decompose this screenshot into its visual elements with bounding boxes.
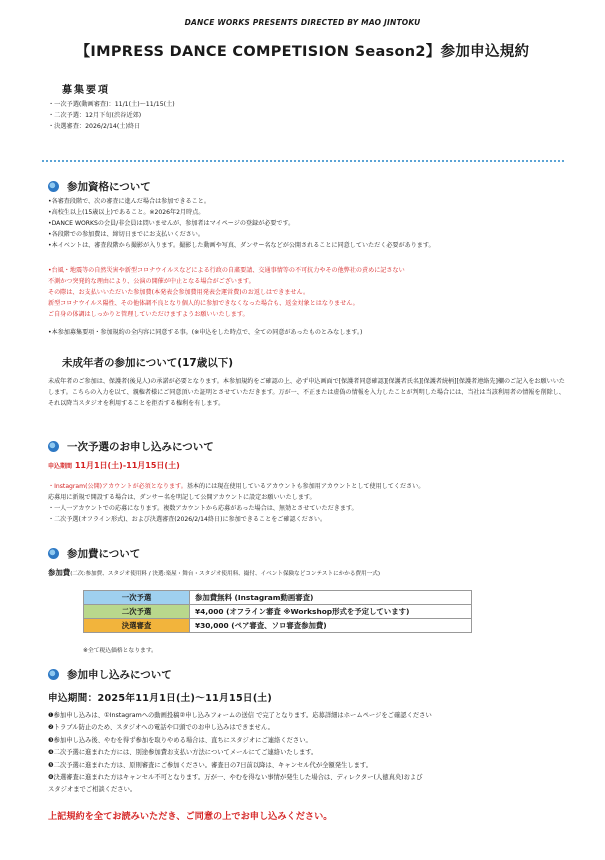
list-item: ❸参加申し込み後、やむを得ず参加を取りやめる場合は、直ちにスタジオにご連絡ください。 [48,736,312,744]
minors-heading: 未成年者の参加について(17歳以下) [62,357,233,369]
bullet-dot-icon [48,669,59,680]
qualifications-list [48,196,568,251]
stage-cell: 二次予選 [84,605,190,619]
recruitment-item: ・一次予選(動画審査)：11/1(土)〜11/15(土) [48,101,175,108]
section-title: 参加費について [67,548,141,560]
first-round-list [48,481,568,525]
bullet-dot-icon [48,441,59,452]
first-round-heading [48,439,214,454]
list-item: ❶参加申し込みは、①Instagramへの動画投稿②申し込みフォームの送信 で完了となります。応募詳細はホームページをご確認ください [48,712,432,719]
list-item: •本イベントは、審査段階から撮影が入ります。撮影した動画や写真、ダンサー名などが公開されることに同意していただく必要があります。 [48,242,435,249]
fee-cell: 参加費無料 (Instagram動画審査) [190,591,472,605]
list-item: ❹二次予選に進まれた方には、別途参加費お支払い方法についてメールにてご連絡いたします。 [48,749,318,757]
consent-line: •本参加募集要項・参加規約の全内容に同意する事。(※申込をした時点で、全ての同意があったものとみなします。) [48,329,363,336]
application-heading [48,667,172,682]
tax-note: ※全て税込価格となります。 [83,648,157,654]
fee-table [83,590,472,633]
fee-label-text: 参加費 [48,568,71,577]
fee-note: (二次:参加費、スタジオ使用料 / 決選:楽屋・舞台・スタジオ使用料、撮付、イベント保険などコンテストにかかる費用一式) [70,571,381,577]
dotted-divider [42,160,564,162]
first-round-period [48,460,180,471]
recruitment-item: ・二次予選：12月下旬(渋谷近郊) [48,112,142,119]
list-item: •DANCE WORKSの会員/非会員は問いませんが、参加者はマイページの登録が必要です。 [48,220,295,227]
list-item: ❷トラブル防止のため、スタジオへの電話や口頭でのお申し込みはできません。 [48,724,274,732]
fees-heading [48,546,140,561]
minors-text-block [48,376,568,409]
stage-cell: 一次予選 [84,591,190,605]
list-item: ・一人一アカウントでの応募になります。複数アカウントから応募があった場合は、無効とさせていただきます。 [48,505,358,512]
bullet-dot-icon [48,181,59,192]
page-title: 【IMPRESS DANCE COMPETISION Season2】参加申込規約 [75,44,530,60]
list-item: •各審査段階で、次の審査に進んだ場合は参加できること。 [48,198,210,205]
bullet-dot-icon [48,548,59,559]
list-item: スタジオまでご相談ください。 [48,786,137,794]
instagram-required: ・Instagram(公開)アカウントが必須となります。 [48,483,187,490]
recruitment-item: ・決選審査：2026/2/14(土)終日 [48,123,141,130]
list-item: 応募用に新規で開設する場合は、ダンサー名を明記して公開アカウントに設定お願いいたします。 [48,494,316,501]
minors-text: 未成年者のご参加は、保護者(後見人)の承諾が必要となります。本参加規約をご確認の上、必ず申込画面で[保護者同意確認][保護者氏名][保護者続柄][保護者連絡先]欄のご記入をお願いいたします。こちらの入力を以て、親権者様にご同意頂いた証明とさせていただきます。万が一、不正または虚偽の情報を入力したことが判明した場合には、当社は当該利用者の情報を削除し、それ以降当スタジオを利用することを拒否する権利を有します。 [48,378,565,407]
period-value: 11月1日(土)-11月15日(土) [74,461,180,470]
section-title: 参加申し込みについて [67,669,172,681]
presenter-kicker: DANCE WORKS PRESENTS DIRECTED BY MAO JINTOKU [184,18,421,27]
list-item: •各段階での参加費は、締切日までにお支払いください。 [48,231,204,238]
application-period: 申込期間：2025年11月1日(土)〜11月15日(土) [48,693,273,704]
list-item: ❺二次予選に進まれた方は、原則審査にご参加ください。審査日の7日前以降は、キャンセル代が全額発生します。 [48,761,372,769]
warning-line: 不測かつ突発的な理由により、公演の開催が中止となる場合がございます。 [48,278,255,285]
list-item: •高校生以上(15歳以上)であること。※2026年2月時点。 [48,209,205,216]
table-row [84,605,472,619]
recruitment-heading: 募集要項 [62,85,110,96]
warning-line: •台風・地震等の自然災害や新型コロナウイルスなどによる行政の自粛要請、交通事情等の不可抗力やその他弊社の責めに記さない [48,267,405,274]
cancellation-warning [48,265,568,320]
instagram-detail: 基本的には現在使用しているアカウントも参加用アカウントとして使用してください。 [186,483,425,490]
fee-cell: ¥4,000 (オフライン審査 ※Workshop形式を予定しています) [190,605,472,619]
section-title: 一次予選のお申し込みについて [67,441,214,453]
table-row [84,619,472,633]
recruitment-list [48,99,175,132]
list-item: ❻決選審査に進まれた方はキャンセル不可となります。万が一、やむを得ない事情が発生した場合は、ディレクター(人徳真央)および [48,774,423,782]
application-list [48,710,568,797]
list-item: ・二次予選(オフライン形式)、および決選審査(2026/2/14終日)に参加できることをご確認ください。 [48,516,327,523]
table-row [84,591,472,605]
warning-line: その際は、お支払いいただいた参加費(本発表会参加費用発表会運営費)のお返しはできません。 [48,289,310,296]
qualifications-heading [48,179,151,194]
closing-statement: 上記規約を全てお読みいただき、ご同意の上でお申し込みください。 [48,811,333,822]
period-label: 申込期間 [48,463,73,470]
section-title: 参加資格について [67,181,151,193]
list-item [48,481,568,492]
consent-note [48,327,568,338]
fee-label [48,567,380,578]
warning-line: ご自身の体調はしっかりと管理していただけますようお願いいたします。 [48,311,249,318]
stage-cell: 決選審査 [84,619,190,633]
warning-line: 新型コロナウイルス陽性、その他体調不良となり個人的に参加できなくなった場合も、返金対象とはなりません。 [48,300,359,307]
fee-cell: ¥30,000 (ペア審査、ソロ審査参加費) [190,619,472,633]
